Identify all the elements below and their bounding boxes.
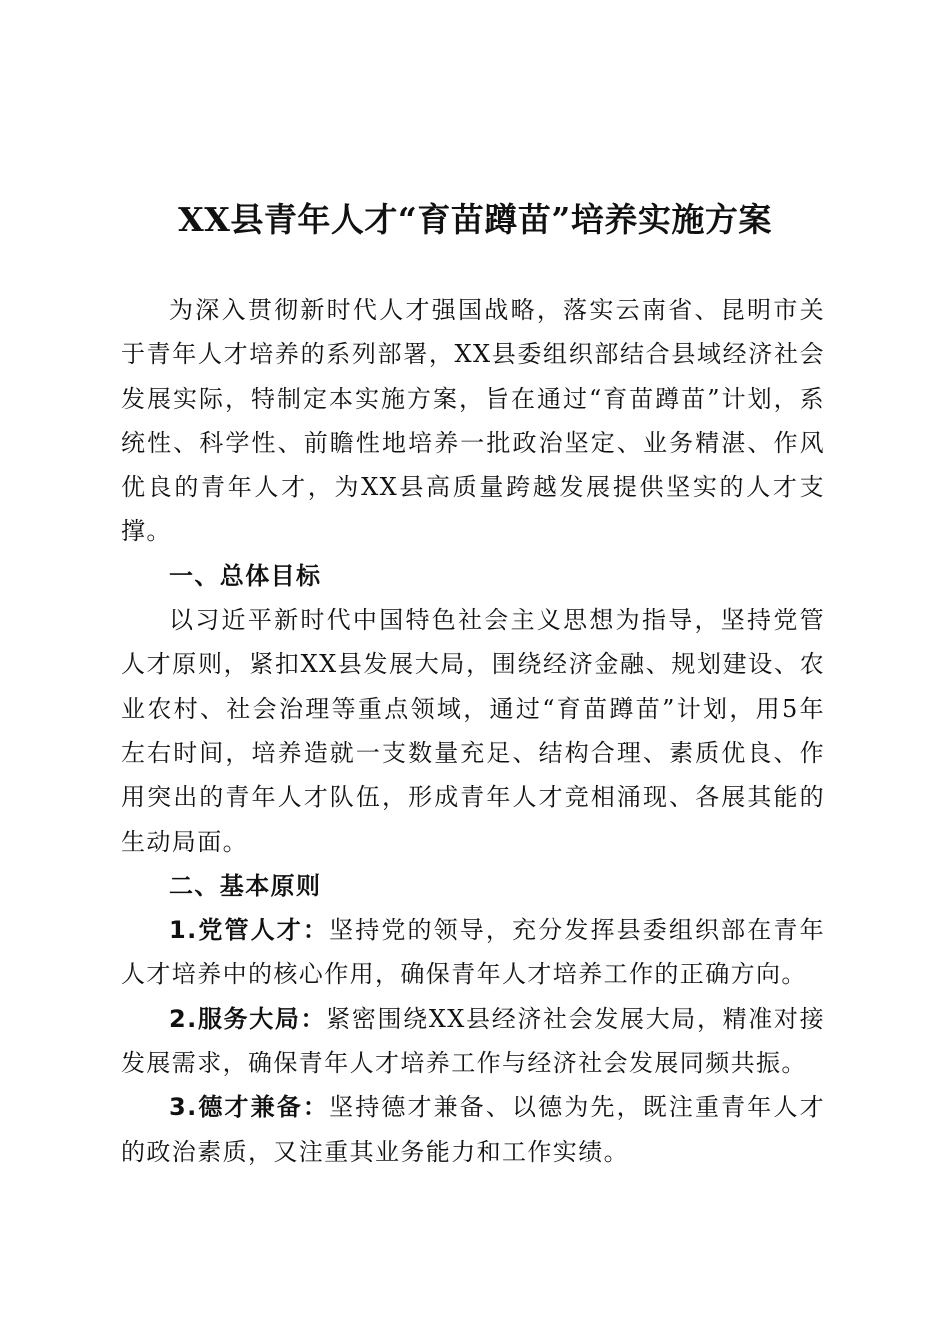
principle-item (121, 997, 825, 1086)
section-heading-basic-principles: 二、基本原则 (169, 871, 322, 900)
document-body (121, 288, 825, 1174)
principle-lead: 1.党管人才： (169, 916, 330, 945)
principle-text: 坚持德才兼备、以德为先，既注重青年人才的政治素质，又注重其业务能力和工作实绩。 (121, 1093, 825, 1166)
intro-paragraph: 为深入贯彻新时代人才强国战略，落实云南省、昆明市关于青年人才培养的系列部署，XX县委组织部结合县域经济社会发展实际，特制定本实施方案，旨在通过“育苗蹲苗”计划，系统性、科学性、前瞻性地培养一批政治坚定、业务精湛、作风优良的青年人才，为XX县高质量跨越发展提供坚实的人才支撑。 (121, 296, 825, 546)
principle-lead: 3.德才兼备： (169, 1093, 330, 1122)
principle-text: 紧密围绕XX县经济社会发展大局，精准对接发展需求，确保青年人才培养工作与经济社会发展同频共振。 (121, 1004, 825, 1078)
principle-text: 坚持党的领导，充分发挥县委组织部在青年人才培养中的核心作用，确保青年人才培养工作的正确方向。 (121, 916, 825, 989)
section-heading-overall-goal: 一、总体目标 (169, 561, 322, 590)
principle-item (121, 1085, 825, 1174)
document-title: XX县青年人才“育苗蹲苗”培养实施方案 (178, 200, 772, 239)
principle-item (121, 908, 825, 997)
principle-lead: 2.服务大局： (169, 1004, 327, 1033)
overall-goal-paragraph: 以习近平新时代中国特色社会主义思想为指导，坚持党管人才原则，紧扣XX县发展大局，围绕经济金融、规划建设、农业农村、社会治理等重点领域，通过“育苗蹲苗”计划，用5年左右时间，培养造就一支数量充足、结构合理、素质优良、作用突出的青年人才队伍，形成青年人才竞相涌现、各展其能的生动局面。 (121, 606, 825, 856)
